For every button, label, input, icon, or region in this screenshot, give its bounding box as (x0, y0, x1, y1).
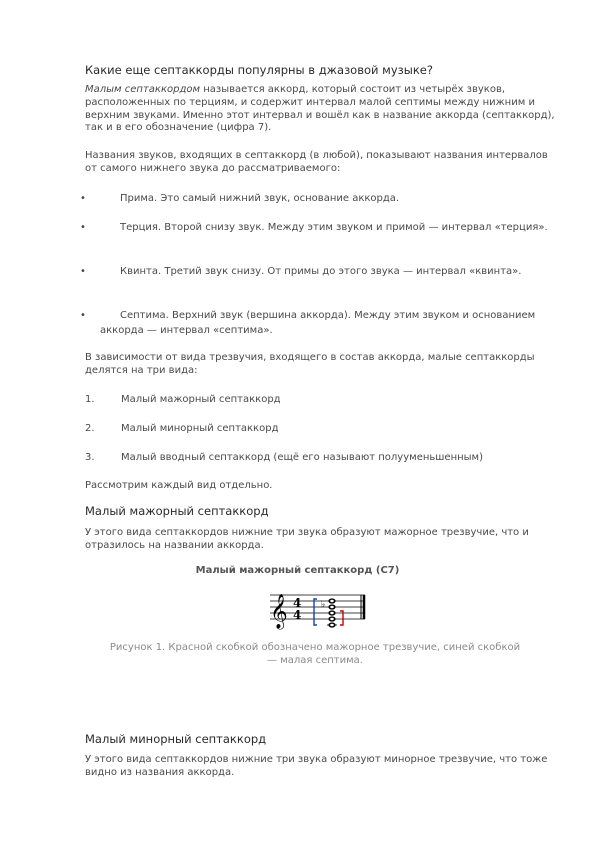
figure-caption: Рисунок 1. Красной скобкой обозначено мажорное трезвучие, синей скобкой — малая септима. (109, 642, 521, 666)
numbered-item (85, 394, 281, 405)
item-number: 2. (85, 423, 95, 434)
bullet-icon: • (80, 310, 86, 321)
blue-bracket (314, 599, 317, 625)
section-text: У этого вида септаккордов нижние три звука образуют мажорное трезвучие, что и отразилось на названии аккорда. (85, 527, 529, 551)
bullet-icon: • (80, 193, 86, 204)
item-number: 1. (85, 394, 95, 405)
music-staff-figure (265, 587, 375, 631)
consider-paragraph: Рассмотрим каждый вид отдельно. (85, 480, 273, 491)
bullet-icon: • (80, 266, 86, 277)
time-signature-bottom: 4 (293, 608, 302, 622)
intro-term: Малым септаккордом (85, 84, 201, 95)
time-signature-top: 4 (293, 596, 302, 610)
list-item-text: Прима. Это самый нижний звук, основание аккорда. (120, 193, 400, 204)
flat-icon: ♭ (321, 600, 326, 610)
intro-paragraph (85, 84, 555, 135)
list-item (80, 220, 555, 235)
list-item (80, 264, 555, 279)
main-heading: Какие еще септаккорды популярны в джазовой музыке? (85, 63, 433, 77)
types-paragraph: В зависимости от вида трезвучия, входящего в состав аккорда, малые септаккорды делятся на три вида: (85, 352, 535, 376)
numbered-item (85, 452, 483, 463)
list-item (80, 308, 555, 338)
item-number: 3. (85, 452, 95, 463)
treble-clef-icon: 𝄞 (270, 594, 288, 629)
list-item-text: Терция. Второй снизу звук. Между этим звуком и примой — интервал «терция». (120, 222, 548, 233)
section-text: У этого вида септаккордов нижние три звука образуют минорное трезвучие, что тоже видно из названия аккорда. (85, 754, 548, 778)
bullet-icon: • (80, 222, 86, 233)
figure-title: Малый мажорный септаккорд (C7) (195, 565, 400, 576)
list-item (80, 191, 555, 206)
numbered-item (85, 423, 278, 434)
item-text: Малый вводный септаккорд (ещё его называют полууменьшенным) (121, 452, 483, 463)
section-heading: Малый мажорный септаккорд (85, 504, 269, 518)
intro-text: называется аккорд, который состоит из четырёх звуков, расположенных по терциям, и содержит интервал малой септимы между нижним и верхним звуками. Именно этот интервал и вошёл как в название аккорда (септаккорд), так и в его обозначение (цифра 7). (85, 84, 555, 134)
list-item-text: Септима. Верхний звук (вершина аккорда). Между этим звуком и основанием аккорда — интервал «септима». (100, 310, 536, 336)
names-paragraph: Названия звуков, входящих в септаккорд (в любой), показывают названия интервалов от самого нижнего звука до рассматриваемого: (85, 150, 548, 174)
item-text: Малый мажорный септаккорд (121, 394, 281, 405)
list-item-text: Квинта. Третий звук снизу. От примы до этого звука — интервал «квинта». (120, 266, 522, 277)
section-heading: Малый минорный септаккорд (85, 732, 267, 746)
item-text: Малый минорный септаккорд (121, 423, 279, 434)
